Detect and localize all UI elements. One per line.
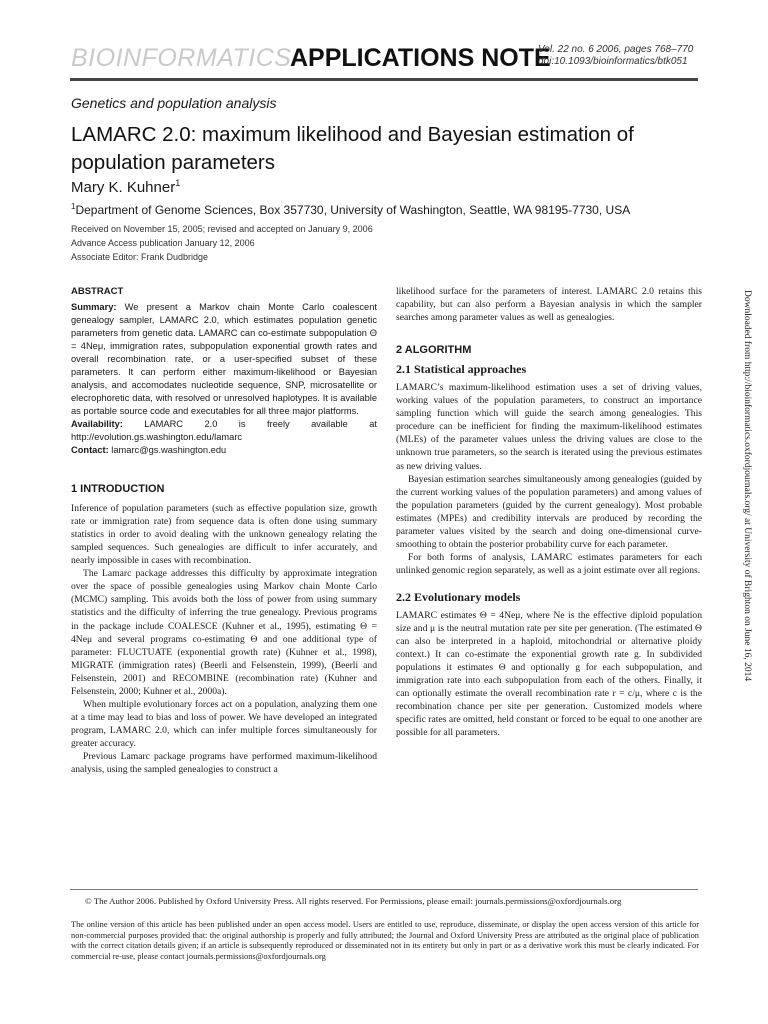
stats-paragraph-1: LAMARC’s maximum-likelihood estimation uses a set of driving values, working values of the population parameters, to construct an importance sampling function which will guide the search among genealogies. This procedure can be inefficient for finding the maximum-likelihood estimates (MLEs) of the parameter values unless the driving values are close to the unknown true parameters, so the search is iterated using the previous estimates as new driving values. [396, 382, 702, 472]
download-notice-text[interactable]: Downloaded from http://bioinformatics.oxfordjournals.org/ at University of Brighton on June 16, 2014 [742, 290, 752, 682]
intro-heading: 1 INTRODUCTION [71, 483, 165, 496]
journal-name: BIOINFORMATICS [71, 44, 292, 72]
affiliation: Department of Genome Sciences, Box 357730, University of Washington, Seattle, WA 98195-7730, USA [75, 203, 631, 217]
abstract-contact [71, 444, 377, 457]
stats-paragraph-3: For both forms of analysis, LAMARC estimates parameters for each unlinked genomic region separately, as well as a joint estimate over all regions. [396, 551, 702, 576]
abstract-summary [71, 301, 377, 418]
left-column [71, 285, 377, 776]
open-access-license: The online version of this article has been published under an open access model. Users are entitled to use, reproduce, disseminate, or display the open access version of this article for non-commercial purposes provided that: the original authorship is properly and fully attributed; the Journal and Oxford University Press are attributed as the original place of publication with the correct citation details given; if an article is subsequently reproduced or disseminated not in its entirety but only in part or as a derivative work this must be clearly indicated. For commercial re-use, please contact journals.permissions@oxfordjournals.org [71, 920, 699, 961]
author-affil-mark: 1 [175, 178, 181, 188]
availability-label: Availability: [71, 419, 123, 430]
availability-text[interactable]: LAMARC 2.0 is freely available at http://evolution.gs.washington.edu/lamarc [71, 419, 377, 443]
section-label: Genetics and population analysis [71, 95, 277, 111]
summary-label: Summary: [71, 302, 117, 313]
received-date: Received on November 15, 2005; revised and accepted on January 9, 2006 [71, 224, 373, 234]
volume-info [538, 44, 693, 68]
stats-paragraph-2: Bayesian estimation searches simultaneously among genealogies (guided by the current working values of the population parameters) and among values of the population parameters (guided by the current genealogy). Most probable estimates (MPEs) and credibility intervals are produced by recording the parameter values visited by the search and doing one-dimensional curve-smoothing to obtain the posterior probability curve for each parameter. [396, 473, 702, 550]
publication-dates [71, 222, 373, 264]
contact-label: Contact: [71, 445, 109, 456]
right-paragraph-0: likelihood surface for the parameters of interest. LAMARC 2.0 retains this capability, but can also perform a Bayesian analysis in which the sampler searches among parameter values as well as genealogies. [396, 286, 702, 324]
intro-paragraph-3: When multiple evolutionary forces act on a population, analyzing them one at a time may lead to bias and loss of power. We have developed an integrated program, LAMARC 2.0, which can infer multiple forces simultaneously for greater accuracy. [71, 698, 377, 749]
advance-access: Advance Access publication January 12, 2006 [71, 238, 255, 248]
abstract-heading: ABSTRACT [71, 286, 124, 297]
summary-text: We present a Markov chain Monte Carlo coalescent genealogy sampler, LAMARC 2.0, which estimates population genetic parameters from genetic data. LAMARC can co-estimate subpopulation Θ = 4Neμ, immigration rates, subpopulation exponential growth rates and overall recombination rate, or a user-specified subset of these parameters. It can perform either maximum-likelihood or Bayesian analysis, and accomodates nucleotide sequence, SNP, microsatellite or elecrophoretic data, with resolved or unresolved haplotypes. It is available as portable source code and executables for all three major platforms. [71, 302, 377, 417]
paper-title: LAMARC 2.0: maximum likelihood and Bayesian estimation of population parameters [71, 123, 634, 174]
algorithm-heading: 2 ALGORITHM [396, 344, 472, 357]
models-paragraph: LAMARC estimates Θ = 4Neμ, where Ne is the effective diploid population size and μ is the neutral mutation rate per site per generation. (The estimated Θ can also be interpreted in a haploid, mitochondrial or alternative ploidy context.) It can co-estimate the exponential growth rate g. In subdivided populations it estimates Θ and optionally g for each subpopulation, and immigration rate into each subpopulation from each of the others. Finally, it can optionally estimate the overall recombination rate r = c/μ, where c is the recombination chance per site per generation. Customized models where specific rates are omitted, held constant or forced to be equal to one another are possible for all parameters. [396, 609, 702, 739]
intro-paragraph-1: Inference of population parameters (such as effective population size, growth rate or immigration rate) from sequence data is often done using summary statistics in order to avoid dealing with the unknown genealogy relating the sampled sequences. Such genealogies are difficult to infer accurately, and nearly impossible in cases with recombination. [71, 503, 377, 567]
affiliation-line [71, 202, 630, 217]
subsection-statistical: 2.1 Statistical approaches [396, 362, 527, 377]
affil-mark: 1 [71, 202, 76, 211]
header-rule [70, 78, 698, 81]
contact-email[interactable]: lamarc@gs.washington.edu [111, 445, 227, 456]
footer-rule [70, 889, 698, 890]
doi-line: doi:10.1093/bioinformatics/btk051 [538, 56, 688, 67]
download-notice [740, 290, 754, 790]
subsection-evolutionary: 2.2 Evolutionary models [396, 589, 521, 604]
author-line [71, 178, 180, 196]
abstract-availability [71, 418, 377, 444]
author-name: Mary K. Kuhner [71, 179, 176, 196]
volume-line: Vol. 22 no. 6 2006, pages 768–770 [538, 44, 694, 55]
copyright-notice: © The Author 2006. Published by Oxford University Press. All rights reserved. For Permissions, please email: journals.permissions@oxfordjournals.org [85, 896, 622, 906]
associate-editor: Associate Editor: Frank Dudbridge [71, 252, 209, 262]
right-column [396, 285, 702, 739]
intro-paragraph-2: The Lamarc package addresses this difficulty by approximate integration over the space of possible genealogies using Markov chain Monte Carlo (MCMC) sampling. This avoids both the loss of power from using summary statistics and the difficulty of inferring the true genealogy. Previous programs in the package include COALESCE (Kuhner et al., 1995), estimating Θ = 4Neμ and several programs co-estimating Θ and one additional type of parameter: FLUCTUATE (exponential growth rate) (Kuhner et al., 1998), MIGRATE (immigration rates) (Beerli and Felsenstein, 1999), (Beerli and Felsenstein, 2001) and RECOMBINE (recombination rate) (Kuhner and Felsenstein, 2000; Kuhner et al., 2000a). [71, 568, 377, 697]
article-type: APPLICATIONS NOTE [290, 44, 551, 72]
intro-paragraph-4: Previous Lamarc package programs have performed maximum-likelihood analysis, using the sampled genealogies to construct a [71, 750, 377, 776]
